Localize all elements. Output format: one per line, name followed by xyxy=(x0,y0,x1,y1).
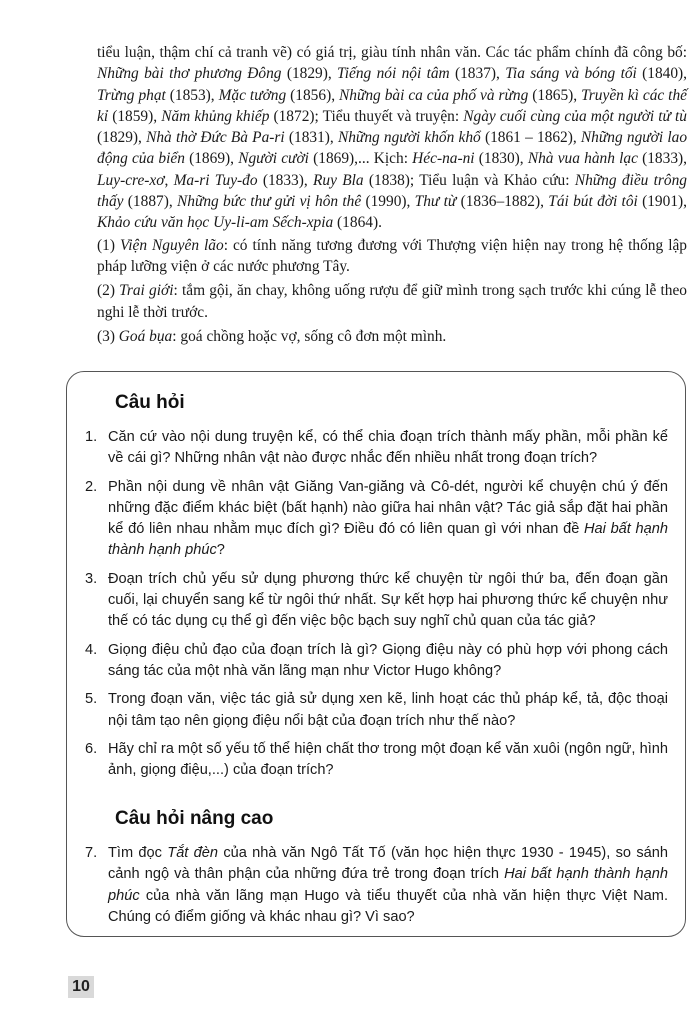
page-number: 10 xyxy=(68,976,94,998)
advanced-questions-heading: Câu hỏi nâng cao xyxy=(115,808,274,829)
question-item: 1. Căn cứ vào nội dung truyện kể, có thể chia đoạn trích thành mấy phần, mỗi phần kể về cái gì? Những nhân vật nào được nhắc đến nhiều nhất trong đoạn trích? xyxy=(85,429,668,467)
questions-heading: Câu hỏi xyxy=(115,392,185,413)
question-item: 7. Tìm đọc Tắt đèn của nhà văn Ngô Tất Tố (văn học hiện thực 1930 - 1945), so sánh cảnh ngộ và thân phận của những đứa trẻ trong đoạn trích Hai bất hạnh thành hạnh phúc của nhà văn lãng mạn Hugo và tiểu thuyết của nhà văn hiện thực Việt Nam. Chúng có điểm giống và khác nhau gì? Vì sao? xyxy=(85,845,669,925)
question-item: 3. Đoạn trích chủ yếu sử dụng phương thức kể chuyện từ ngôi thứ ba, đến đoạn gần cuối, lại chuyển sang kể từ ngôi thứ nhất. Sự kết hợp hai phương thức kể chuyện như thế có tác dụng cụ thể gì đến việc bộc bạch suy nghĩ chủ quan của tác giả? xyxy=(85,570,668,630)
questions-list xyxy=(85,427,668,781)
question-item: 6. Hãy chỉ ra một số yếu tố thể hiện chất thơ trong một đoạn kể văn xuôi (ngôn ngữ, hình ảnh, giọng điệu,...) của đoạn trích? xyxy=(85,740,668,779)
footnote: (1) Viện Nguyên lão: có tính năng tương đương với Thượng viện hiện nay trong hệ thống lập pháp lưỡng viện ở các nước phương Tây. xyxy=(97,236,687,275)
question-item: 2. Phần nội dung về nhân vật Giăng Van-giăng và Cô-dét, người kể chuyện chú ý đến những đặc điểm khác biệt (bất hạnh) nào giữa hai nhân vật? Tác giả sắp đặt hai phần kể đó liên nhau nhằm mục đích gì? Điều đó có liên quan gì với nhan đề Hai bất hạnh thành hạnh phúc? xyxy=(85,478,668,559)
footnote: (3) Goá bụa: goá chồng hoặc vợ, sống cô đơn một mình. xyxy=(97,327,447,345)
footnote: (2) Trai giới: tắm gội, ăn chay, không uống rượu để giữ mình trong sạch trước khi cúng lễ theo nghi lễ thời trước. xyxy=(97,282,688,321)
question-item: 4. Giọng điệu chủ đạo của đoạn trích là gì? Giọng điệu này có phù hợp với phong cách sáng tác của một nhà văn lãng mạn như Victor Hugo không? xyxy=(85,641,668,679)
questions-box xyxy=(66,371,686,937)
question-item: 5. Trong đoạn văn, việc tác giả sử dụng xen kẽ, linh hoạt các thủ pháp kể, tả, độc thoại nội tâm tạo nên giọng điệu nổi bật của đoạn trích như thế nào? xyxy=(85,691,668,729)
works-paragraph: tiểu luận, thậm chí cả tranh vẽ) có giá trị, giàu tính nhân văn. Các tác phẩm chính đã công bố: Những bài thơ phương Đông (1829), Tiếng nói nội tâm (1837), Tia sáng và bóng tối (1840), Trừng phạt (1853), Mặc tưởng (1856), Những bài ca của phố và rừng (1865), Truyền kì các thế kỉ (1859), Năm khủng khiếp (1872); Tiểu thuyết và truyện: Ngày cuối cùng của một người tử tù (1829), Nhà thờ Đức Bà Pa-ri (1831), Những người khốn khổ (1861 – 1862), Những người lao động của biển (1869), Người cười (1869),... Kịch: Héc-na-ni (1830), Nhà vua hành lạc (1833), Luy-cre-xơ, Ma-ri Tuy-đo (1833), Ruy Bla (1838); Tiểu luận và Khảo cứu: Những điều trông thấy (1887), Những bức thư gửi vị hôn thê (1990), Thư từ (1836–1882), Tái bút đời tôi (1901), Khảo cứu văn học Uy-li-am Sếch-xpia (1864). xyxy=(97,44,688,232)
body-text xyxy=(97,42,687,347)
advanced-questions-list xyxy=(85,843,668,928)
